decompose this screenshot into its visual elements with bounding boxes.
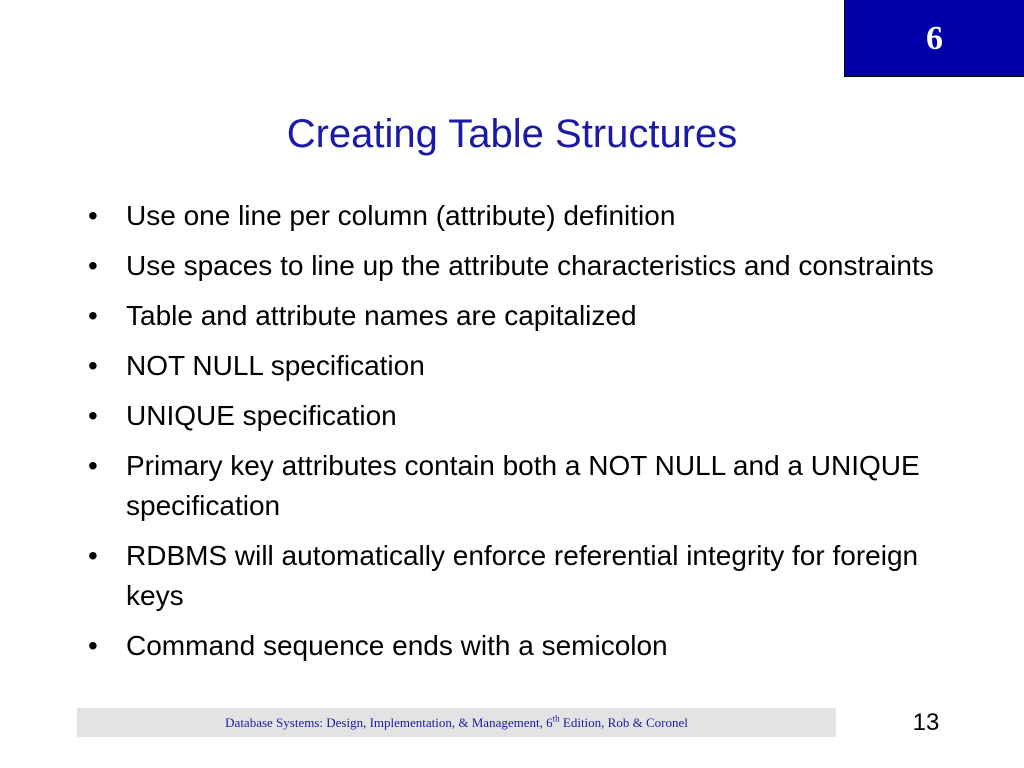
bullet-item (88, 196, 968, 236)
bullet-list (88, 196, 968, 676)
bullet-item (88, 626, 968, 666)
bullet-text: Primary key attributes contain both a NOT NULL and a UNIQUE specification (126, 450, 920, 521)
bullet-icon: • (88, 450, 98, 481)
bullet-icon: • (88, 540, 98, 571)
bullet-icon: • (88, 350, 98, 381)
bullet-text: Use spaces to line up the attribute characteristics and constraints (126, 250, 934, 281)
bullet-text: Table and attribute names are capitalized (126, 300, 637, 331)
page-number: 13 (912, 709, 940, 736)
bullet-item (88, 396, 968, 436)
bullet-text: UNIQUE specification (126, 400, 397, 431)
footer-text-tail: Edition, Rob & Coronel (559, 715, 688, 730)
bullet-item (88, 446, 968, 526)
bullet-item (88, 246, 968, 286)
bullet-icon: • (88, 630, 98, 661)
footer-bar (77, 708, 836, 737)
bullet-item (88, 296, 968, 336)
bullet-text: Command sequence ends with a semicolon (126, 630, 668, 661)
chapter-number: 6 (926, 20, 943, 57)
footer-superscript: th (552, 713, 560, 724)
bullet-icon: • (88, 250, 98, 281)
slide-title: Creating Table Structures (286, 112, 738, 156)
bullet-icon: • (88, 200, 98, 231)
footer-text-main: Database Systems: Design, Implementation, & Management, 6 (225, 715, 553, 730)
bullet-text: RDBMS will automatically enforce referential integrity for foreign keys (126, 540, 919, 611)
bullet-icon: • (88, 300, 98, 331)
chapter-number-badge (844, 0, 1024, 77)
bullet-item (88, 346, 968, 386)
bullet-text: NOT NULL specification (126, 350, 425, 381)
bullet-item (88, 536, 968, 616)
bullet-icon: • (88, 400, 98, 431)
bullet-text: Use one line per column (attribute) definition (126, 200, 676, 231)
